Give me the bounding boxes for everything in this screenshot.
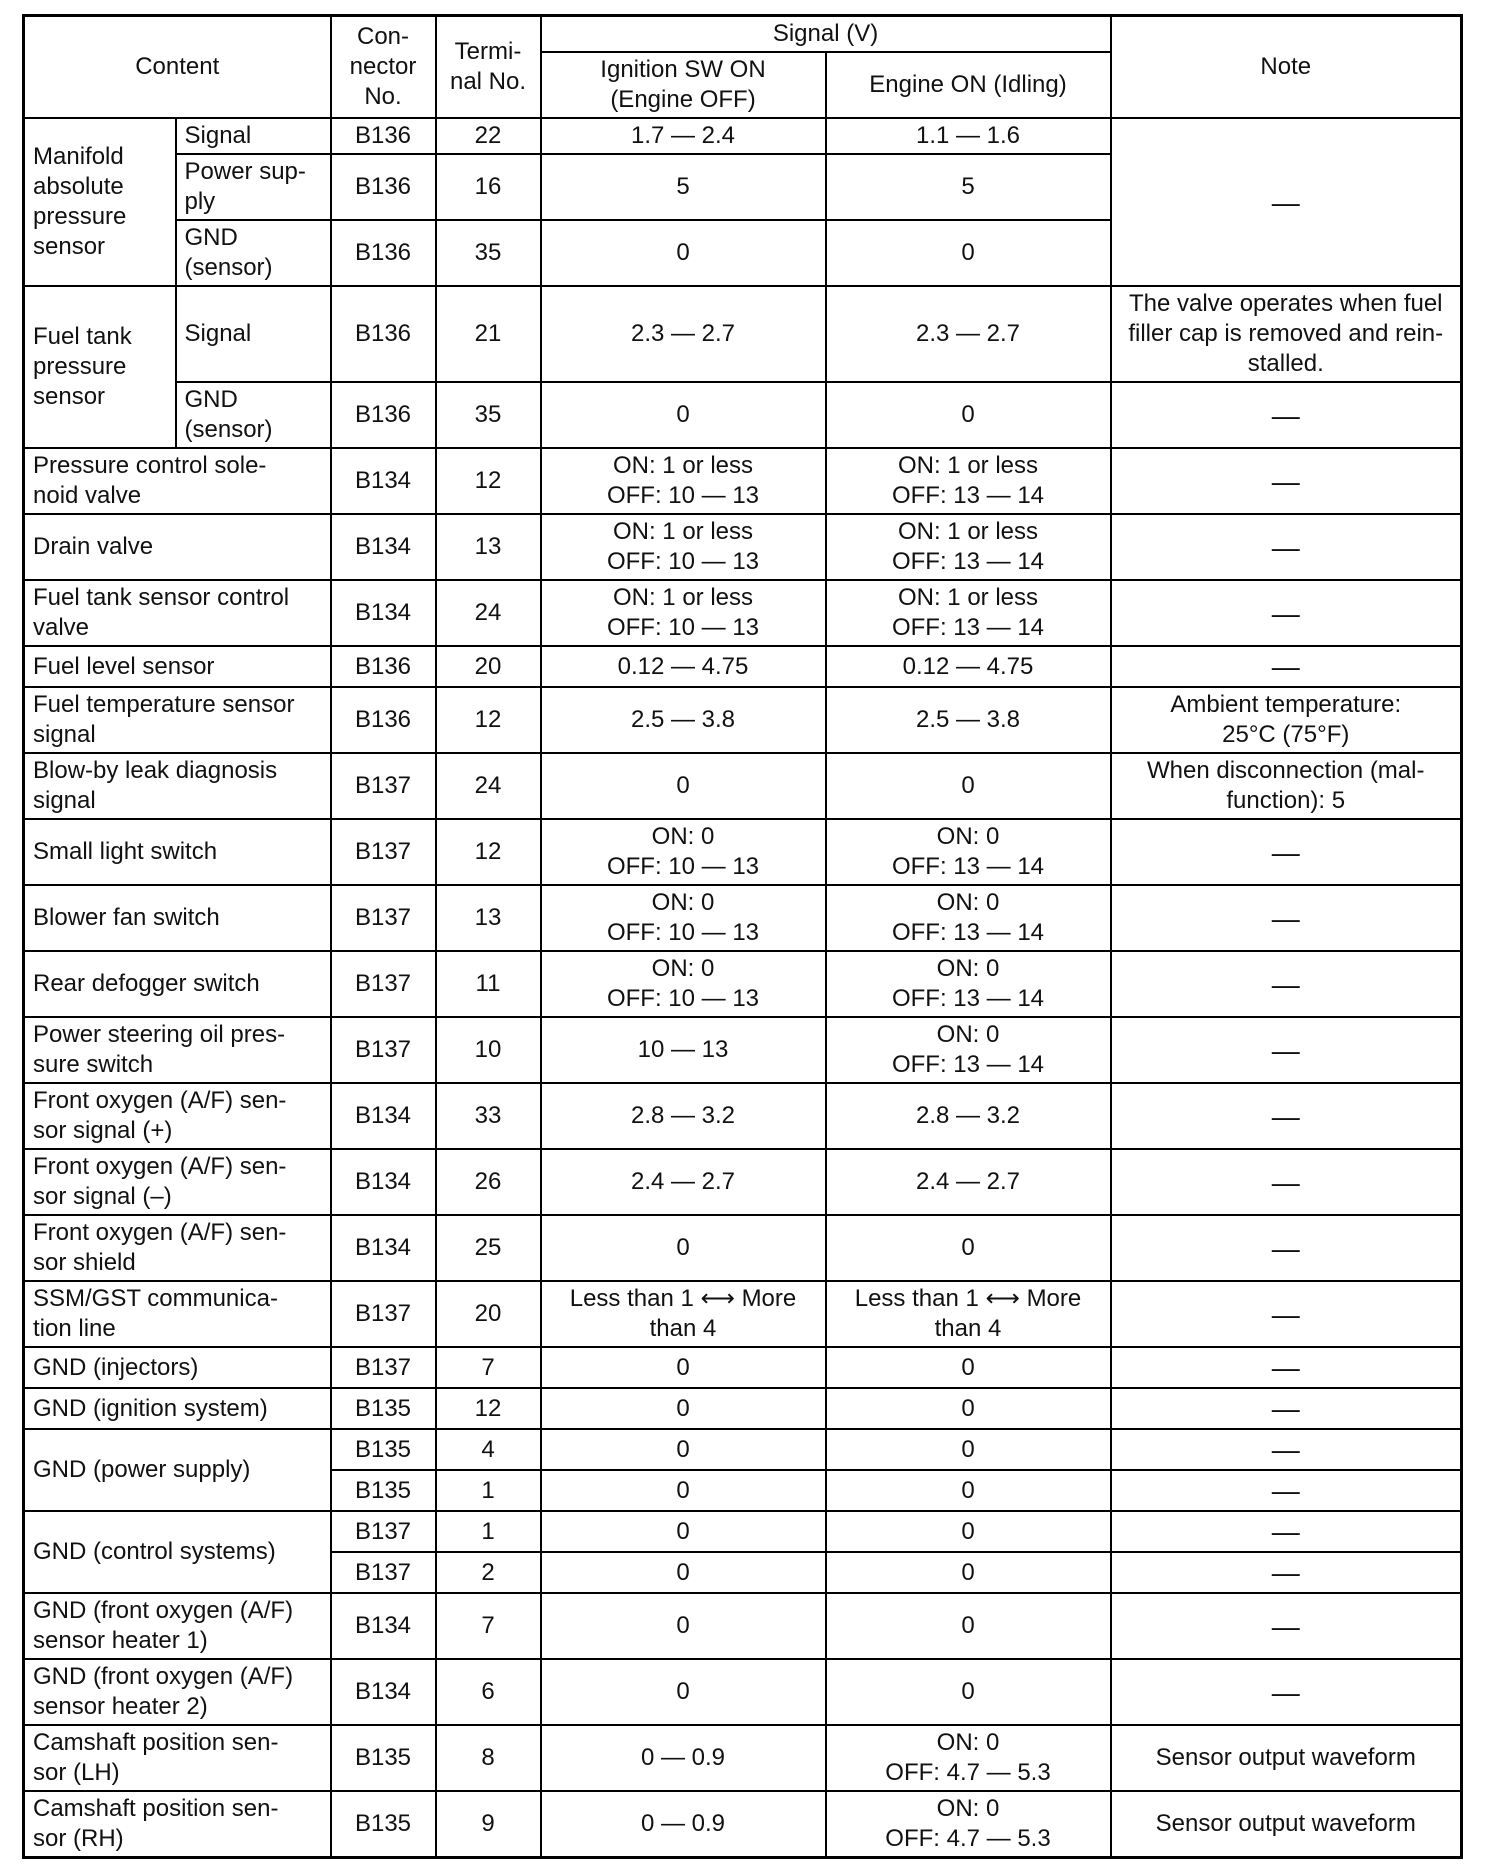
connector-no: B136 [331,154,436,220]
table-row [24,1593,1462,1659]
content-label: GND (injectors) [24,1347,331,1388]
note: — [1111,580,1462,646]
terminal-no: 35 [436,382,541,448]
terminal-no: 12 [436,687,541,753]
connector-no: B136 [331,220,436,286]
connector-no: B137 [331,885,436,951]
connector-no: B137 [331,819,436,885]
signal-ignition-on: ON: 0 OFF: 10 — 13 [541,951,826,1017]
note: — [1111,1552,1462,1593]
connector-no: B137 [331,951,436,1017]
signal-engine-on: 0 [826,1511,1111,1552]
table-header [24,16,1462,119]
group-label-gnd-power-supply: GND (power supply) [24,1429,331,1511]
note: — [1111,951,1462,1017]
content-label: Camshaft position sen- sor (LH) [24,1725,331,1791]
note: — [1111,1429,1462,1470]
table-row [24,819,1462,885]
signal-ignition-on: 0 [541,753,826,819]
content-label: Rear defogger switch [24,951,331,1017]
content-label: Small light switch [24,819,331,885]
signal-ignition-on: 0 — 0.9 [541,1791,826,1858]
signal-ignition-on: ON: 0 OFF: 10 — 13 [541,819,826,885]
note: — [1111,1215,1462,1281]
terminal-no: 20 [436,1281,541,1347]
signal-ignition-on: 0 [541,1659,826,1725]
content-label: Camshaft position sen- sor (RH) [24,1791,331,1858]
signal-ignition-on: 5 [541,154,826,220]
terminal-no: 10 [436,1017,541,1083]
content-label: Front oxygen (A/F) sen- sor signal (+) [24,1083,331,1149]
content-label: Power steering oil pres- sure switch [24,1017,331,1083]
signal-engine-on: 2.5 — 3.8 [826,687,1111,753]
table-row [24,1347,1462,1388]
signal-engine-on: 0.12 — 4.75 [826,646,1111,687]
note: — [1111,1593,1462,1659]
signal-engine-on: Less than 1 ⟷ More than 4 [826,1281,1111,1347]
table-row [24,951,1462,1017]
signal-engine-on: ON: 0 OFF: 13 — 14 [826,819,1111,885]
signal-ignition-on: ON: 0 OFF: 10 — 13 [541,885,826,951]
table-row [24,1659,1462,1725]
signal-engine-on: 0 [826,220,1111,286]
terminal-no: 35 [436,220,541,286]
note: — [1111,1347,1462,1388]
sub-content: Signal [176,118,331,154]
terminal-no: 12 [436,1388,541,1429]
note: — [1111,1083,1462,1149]
signal-engine-on: 0 [826,1429,1111,1470]
terminal-no: 12 [436,448,541,514]
signal-engine-on: 0 [826,1470,1111,1511]
signal-engine-on: 0 [826,753,1111,819]
terminal-no: 21 [436,286,541,382]
terminal-no: 13 [436,514,541,580]
signal-engine-on: ON: 0 OFF: 4.7 — 5.3 [826,1791,1111,1858]
note: The valve operates when fuel filler cap is removed and rein- stalled. [1111,286,1462,382]
terminal-no: 1 [436,1470,541,1511]
terminal-no: 7 [436,1593,541,1659]
connector-no: B134 [331,448,436,514]
connector-no: B135 [331,1791,436,1858]
header-engine-on: Engine ON (Idling) [826,52,1111,118]
connector-no: B135 [331,1388,436,1429]
note: Sensor output waveform [1111,1725,1462,1791]
note: — [1111,382,1462,448]
content-label: Drain valve [24,514,331,580]
table-body [24,118,1462,1858]
signal-ignition-on: ON: 1 or less OFF: 10 — 13 [541,514,826,580]
signal-ignition-on: 2.8 — 3.2 [541,1083,826,1149]
table-row [24,1083,1462,1149]
terminal-no: 11 [436,951,541,1017]
content-label: Front oxygen (A/F) sen- sor signal (–) [24,1149,331,1215]
signal-engine-on: 2.3 — 2.7 [826,286,1111,382]
content-label: SSM/GST communica- tion line [24,1281,331,1347]
note: — [1111,1017,1462,1083]
connector-no: B134 [331,1149,436,1215]
header-note: Note [1111,16,1462,119]
terminal-no: 26 [436,1149,541,1215]
group-label-fuel-tank-pressure: Fuel tank pressure sensor [24,286,176,448]
signal-engine-on: 5 [826,154,1111,220]
signal-ignition-on: 2.3 — 2.7 [541,286,826,382]
sub-content: Signal [176,286,331,382]
content-label: GND (ignition system) [24,1388,331,1429]
signal-ignition-on: 1.7 — 2.4 [541,118,826,154]
connector-no: B137 [331,1552,436,1593]
note: — [1111,819,1462,885]
signal-ignition-on: 0 [541,1429,826,1470]
connector-no: B137 [331,1511,436,1552]
connector-no: B136 [331,687,436,753]
header-connector: Con- nector No. [331,16,436,119]
group-label-gnd-control-systems: GND (control systems) [24,1511,331,1593]
signal-ignition-on: ON: 1 or less OFF: 10 — 13 [541,448,826,514]
content-label: Front oxygen (A/F) sen- sor shield [24,1215,331,1281]
connector-no: B134 [331,1659,436,1725]
terminal-no: 33 [436,1083,541,1149]
table-row [24,687,1462,753]
signal-ignition-on: 0 [541,382,826,448]
connector-no: B137 [331,753,436,819]
connector-no: B134 [331,1083,436,1149]
note: Sensor output waveform [1111,1791,1462,1858]
content-label: Blower fan switch [24,885,331,951]
content-label: Blow-by leak diagnosis signal [24,753,331,819]
connector-no: B136 [331,382,436,448]
connector-no: B136 [331,286,436,382]
terminal-no: 1 [436,1511,541,1552]
connector-no: B134 [331,1593,436,1659]
note: — [1111,1659,1462,1725]
signal-ignition-on: 0 [541,1552,826,1593]
content-label: Fuel temperature sensor signal [24,687,331,753]
group-label-map-sensor: Manifold absolute pressure sensor [24,118,176,286]
note: — [1111,885,1462,951]
signal-engine-on: 2.8 — 3.2 [826,1083,1111,1149]
content-label: Fuel tank sensor control valve [24,580,331,646]
note: When disconnection (mal- function): 5 [1111,753,1462,819]
note: — [1111,1281,1462,1347]
signal-ignition-on: 0 [541,1347,826,1388]
table-row [24,753,1462,819]
note: — [1111,1470,1462,1511]
signal-ignition-on: Less than 1 ⟷ More than 4 [541,1281,826,1347]
note: — [1111,514,1462,580]
signal-engine-on: 0 [826,1388,1111,1429]
connector-no: B136 [331,646,436,687]
terminal-no: 24 [436,753,541,819]
signal-engine-on: 0 [826,1552,1111,1593]
table-row [24,118,1462,154]
signal-ignition-on: 2.4 — 2.7 [541,1149,826,1215]
signal-ignition-on: 0 [541,1511,826,1552]
signal-ignition-on: 0 [541,1470,826,1511]
connector-no: B135 [331,1429,436,1470]
terminal-no: 7 [436,1347,541,1388]
connector-no: B136 [331,118,436,154]
note: — [1111,1388,1462,1429]
terminal-no: 13 [436,885,541,951]
signal-ignition-on: 0.12 — 4.75 [541,646,826,687]
table-row [24,1429,1462,1470]
signal-engine-on: ON: 1 or less OFF: 13 — 14 [826,514,1111,580]
sub-content: GND (sensor) [176,220,331,286]
table-row [24,1017,1462,1083]
signal-engine-on: 0 [826,1593,1111,1659]
sub-content: GND (sensor) [176,382,331,448]
header-signal: Signal (V) [541,16,1111,53]
header-terminal: Termi- nal No. [436,16,541,119]
connector-no: B137 [331,1017,436,1083]
table-row [24,1388,1462,1429]
connector-no: B134 [331,1215,436,1281]
content-label: Pressure control sole- noid valve [24,448,331,514]
signal-ignition-on: 0 — 0.9 [541,1725,826,1791]
note: — [1111,646,1462,687]
connector-no: B137 [331,1281,436,1347]
content-label: GND (front oxygen (A/F) sensor heater 2) [24,1659,331,1725]
terminal-no: 16 [436,154,541,220]
signal-engine-on: 2.4 — 2.7 [826,1149,1111,1215]
terminal-no: 12 [436,819,541,885]
table-row [24,1511,1462,1552]
table-row [24,1215,1462,1281]
signal-ignition-on: 0 [541,1215,826,1281]
signal-ignition-on: 0 [541,1388,826,1429]
signal-engine-on: ON: 0 OFF: 13 — 14 [826,885,1111,951]
table-row [24,286,1462,382]
signal-ignition-on: 10 — 13 [541,1017,826,1083]
signal-engine-on: ON: 1 or less OFF: 13 — 14 [826,580,1111,646]
table-row [24,646,1462,687]
signal-engine-on: ON: 0 OFF: 13 — 14 [826,1017,1111,1083]
table-row [24,1149,1462,1215]
note: — [1111,118,1462,286]
table-row [24,1791,1462,1858]
connector-no: B134 [331,580,436,646]
connector-no: B137 [331,1347,436,1388]
table-row [24,1725,1462,1791]
table-row [24,514,1462,580]
terminal-no: 22 [436,118,541,154]
signal-ignition-on: 2.5 — 3.8 [541,687,826,753]
table-row [24,1281,1462,1347]
signal-engine-on: ON: 1 or less OFF: 13 — 14 [826,448,1111,514]
note: — [1111,1511,1462,1552]
signal-engine-on: 0 [826,1215,1111,1281]
header-content: Content [24,16,331,119]
signal-engine-on: 0 [826,382,1111,448]
note: — [1111,1149,1462,1215]
terminal-no: 6 [436,1659,541,1725]
terminal-no: 2 [436,1552,541,1593]
terminal-no: 9 [436,1791,541,1858]
signal-engine-on: 0 [826,1659,1111,1725]
header-ignition-sw-on: Ignition SW ON (Engine OFF) [541,52,826,118]
content-label: GND (front oxygen (A/F) sensor heater 1) [24,1593,331,1659]
content-label: Fuel level sensor [24,646,331,687]
table-row [24,448,1462,514]
signal-ignition-on: 0 [541,1593,826,1659]
table-row [24,580,1462,646]
note: Ambient temperature: 25°C (75°F) [1111,687,1462,753]
signal-engine-on: ON: 0 OFF: 4.7 — 5.3 [826,1725,1111,1791]
terminal-no: 20 [436,646,541,687]
table-row [24,885,1462,951]
signal-engine-on: ON: 0 OFF: 13 — 14 [826,951,1111,1017]
signal-engine-on: 1.1 — 1.6 [826,118,1111,154]
terminal-no: 8 [436,1725,541,1791]
signal-engine-on: 0 [826,1347,1111,1388]
table-row [24,382,1462,448]
terminal-no: 4 [436,1429,541,1470]
signal-table [22,14,1463,1859]
terminal-no: 24 [436,580,541,646]
sub-content: Power sup- ply [176,154,331,220]
note: — [1111,448,1462,514]
connector-no: B134 [331,514,436,580]
signal-ignition-on: 0 [541,220,826,286]
connector-no: B135 [331,1725,436,1791]
terminal-no: 25 [436,1215,541,1281]
signal-ignition-on: ON: 1 or less OFF: 10 — 13 [541,580,826,646]
connector-no: B135 [331,1470,436,1511]
